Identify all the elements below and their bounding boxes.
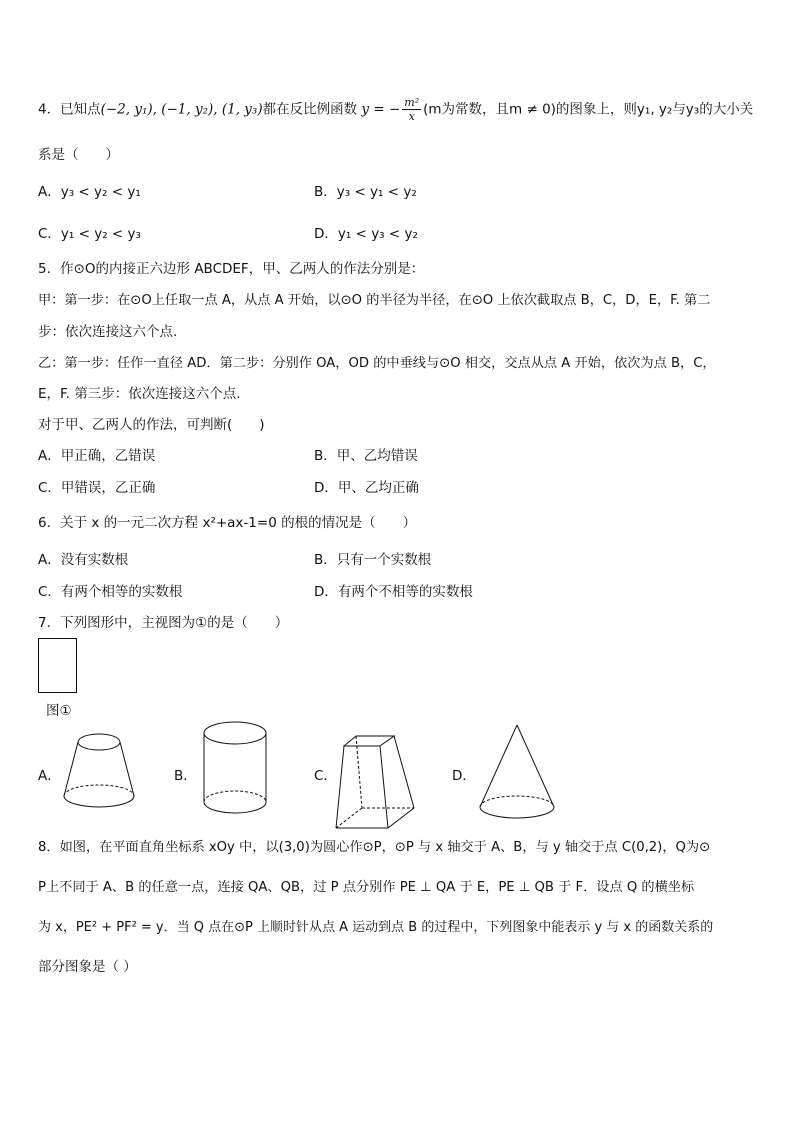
- q4-stem-line2: 系是（ ）: [38, 147, 119, 163]
- q6-option-d[interactable]: D．有两个不相等的实数根: [314, 584, 473, 600]
- q7-stem-line1: 7．下列图形中，主视图为①的是（ ）: [38, 615, 289, 631]
- q4-stem-start: 4．已知点: [38, 101, 101, 118]
- q4-option-d[interactable]: D．y₁ < y₃ < y₂: [314, 226, 418, 242]
- q4-fraction-numerator: m²: [404, 96, 420, 109]
- q5-option-c[interactable]: C．甲错误，乙正确: [38, 480, 156, 496]
- q5-option-d[interactable]: D．甲、乙均正确: [314, 480, 419, 496]
- q6-option-a[interactable]: A．没有实数根: [38, 552, 129, 568]
- q5-stem-line4: 乙：第一步：任作一直径 AD．第二步：分别作 OA，OD 的中垂线与⊙O 相交，交点从点 A 开始，依次为点 B，C，: [38, 356, 716, 371]
- q5-stem-line2: 甲：第一步：在⊙O上任取一点 A，从点 A 开始，以⊙O 的半径为半径，在⊙O 上依次截取点 B，C，D，E，F. 第二: [38, 293, 711, 308]
- q4-function-lhs: y = −: [361, 101, 401, 118]
- q7-option-d-label[interactable]: D．: [452, 768, 476, 784]
- q4-stem-mid: 都在反比例函数: [262, 101, 358, 118]
- q8-stem-line2: P上不同于 A、B 的任意一点，连接 QA、QB，过 P 点分别作 PE ⊥ QA 于 E，PE ⊥ QB 于 F．设点 Q 的横坐标: [38, 880, 695, 895]
- q4-option-a[interactable]: A．y₃ < y₂ < y₁: [38, 184, 141, 200]
- q4-points: (−2, y₁), (−1, y₂), (1, y₃): [100, 101, 263, 118]
- cylinder-figure: [202, 720, 272, 816]
- q4-fraction: [402, 96, 421, 123]
- figure-1-label: 图①: [46, 703, 72, 719]
- q5-option-b[interactable]: B．甲、乙均错误: [314, 448, 418, 464]
- cone-figure: [476, 725, 566, 825]
- q7-option-c-label[interactable]: C．: [314, 768, 337, 784]
- q7-option-a-label[interactable]: A．: [38, 768, 61, 784]
- q6-option-c[interactable]: C．有两个相等的实数根: [38, 584, 183, 600]
- q4-stem-line1: [38, 96, 753, 123]
- front-view-rectangle-figure: [38, 638, 78, 694]
- q7-option-b-label[interactable]: B．: [174, 768, 197, 784]
- q4-fraction-denominator: x: [408, 110, 415, 123]
- q5-stem-line5: E，F. 第三步：依次连接这六个点.: [38, 386, 241, 402]
- q8-stem-line4: 部分图象是（ ）: [38, 959, 137, 975]
- q4-option-b[interactable]: B．y₃ < y₁ < y₂: [314, 184, 417, 200]
- square-frustum-figure: [336, 728, 416, 828]
- q4-stem-end: (m为常数，且m ≠ 0)的图象上，则y₁, y₂与y₃的大小关: [423, 101, 754, 118]
- q4-option-c[interactable]: C．y₁ < y₂ < y₃: [38, 226, 141, 242]
- q6-stem-line1: 6．关于 x 的一元二次方程 x²+ax-1=0 的根的情况是（ ）: [38, 515, 417, 531]
- q5-stem-line6: 对于甲、乙两人的作法，可判断( ): [38, 417, 265, 433]
- q6-option-b[interactable]: B．只有一个实数根: [314, 552, 432, 568]
- q5-option-a[interactable]: A．甲正确，乙错误: [38, 448, 156, 464]
- q5-stem-line3: 步：依次连接这六个点.: [38, 324, 178, 340]
- frustum-figure: [60, 728, 140, 808]
- q8-stem-line3: 为 x，PE² + PF² = y．当 Q 点在⊙P 上顺时针从点 A 运动到点 B 的过程中，下列图象中能表示 y 与 x 的函数关系的: [38, 920, 714, 935]
- q5-stem-line1: 5．作⊙O的内接正六边形 ABCDEF，甲、乙两人的作法分别是：: [38, 261, 425, 277]
- q8-stem-line1: 8．如图，在平面直角坐标系 xOy 中，以(3,0)为圆心作⊙P，⊙P 与 x 轴交于 A、B，与 y 轴交于点 C(0,2)，Q为⊙: [38, 840, 711, 855]
